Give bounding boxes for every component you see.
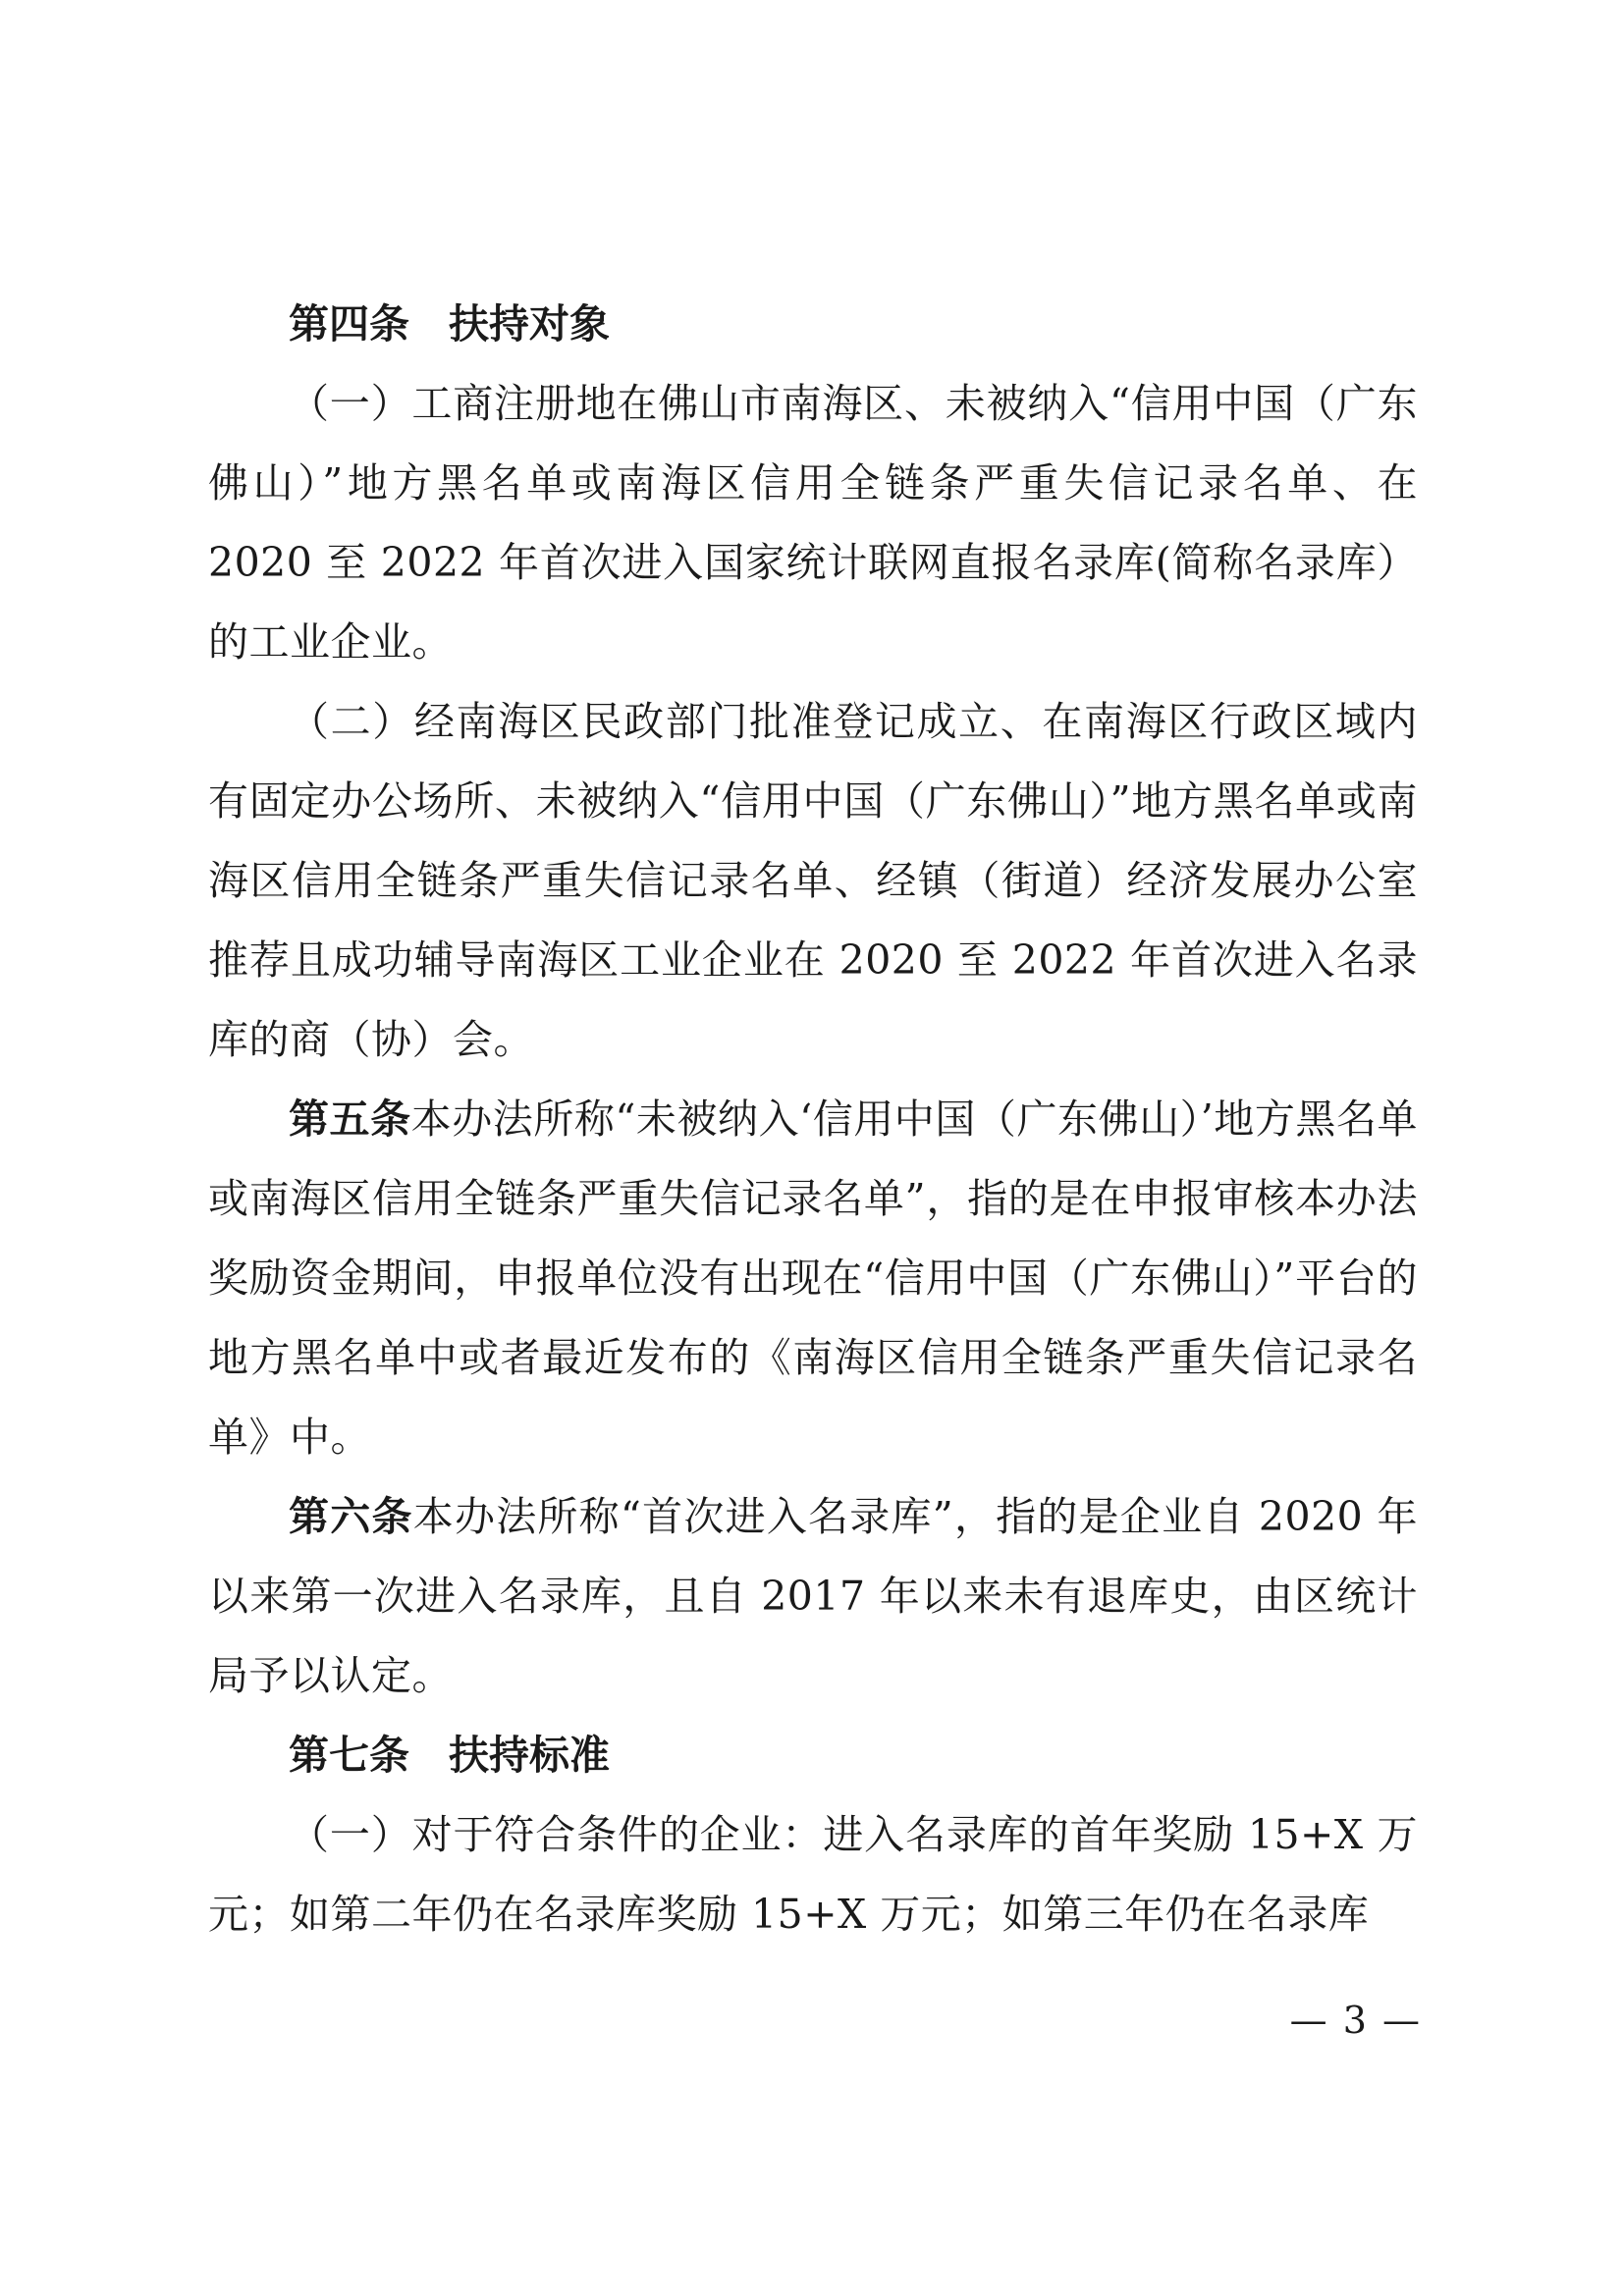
article-4-heading (208, 285, 1418, 364)
article-7-heading (208, 1716, 1418, 1795)
article-6-label: 第六条 (289, 1493, 413, 1540)
article-4-item-1: （一）工商注册地在佛山市南海区、未被纳入“信用中国（广东佛山）”地方黑名单或南海区信用全链条严重失信记录名单、在 2020 至 2022 年首次进入国家统计联网直报名录库(简称名录库）的工业企业。 (208, 380, 1418, 666)
article-7-title: 扶持标准 (449, 1732, 610, 1779)
article-4-title: 扶持对象 (449, 300, 610, 347)
article-5-label: 第五条 (289, 1095, 411, 1143)
document-body (208, 285, 1418, 1954)
article-7-label: 第七条 (289, 1732, 409, 1779)
article-5-paragraph (208, 1080, 1418, 1477)
article-4-label: 第四条 (289, 300, 409, 347)
page-number: — 3 — (1289, 1999, 1422, 2042)
article-4-item-2: （二）经南海区民政部门批准登记成立、在南海区行政区域内有固定办公场所、未被纳入“信用中国（广东佛山）”地方黑名单或南海区信用全链条严重失信记录名单、经镇（街道）经济发展办公室推荐且成功辅导南海区工业企业在 2020 至 2022 年首次进入名录库的商（协）会。 (208, 698, 1418, 1063)
article-6-text: 本办法所称“首次进入名录库”，指的是企业自 2020 年以来第一次进入名录库，且自 2017 年以来未有退库史，由区统计局予以认定。 (208, 1493, 1419, 1699)
article-7-item-1: （一）对于符合条件的企业：进入名录库的首年奖励 15+X 万元；如第二年仍在名录库奖励 15+X 万元；如第三年仍在名录库 (208, 1811, 1418, 1938)
article-6-paragraph (208, 1477, 1418, 1716)
article-5-text: 本办法所称“未被纳入‘信用中国（广东佛山）’地方黑名单或南海区信用全链条严重失信记录名单”，指的是在申报审核本办法奖励资金期间，申报单位没有出现在“信用中国（广东佛山）”平台的地方黑名单中或者最近发布的《南海区信用全链条严重失信记录名单》中。 (208, 1095, 1418, 1461)
